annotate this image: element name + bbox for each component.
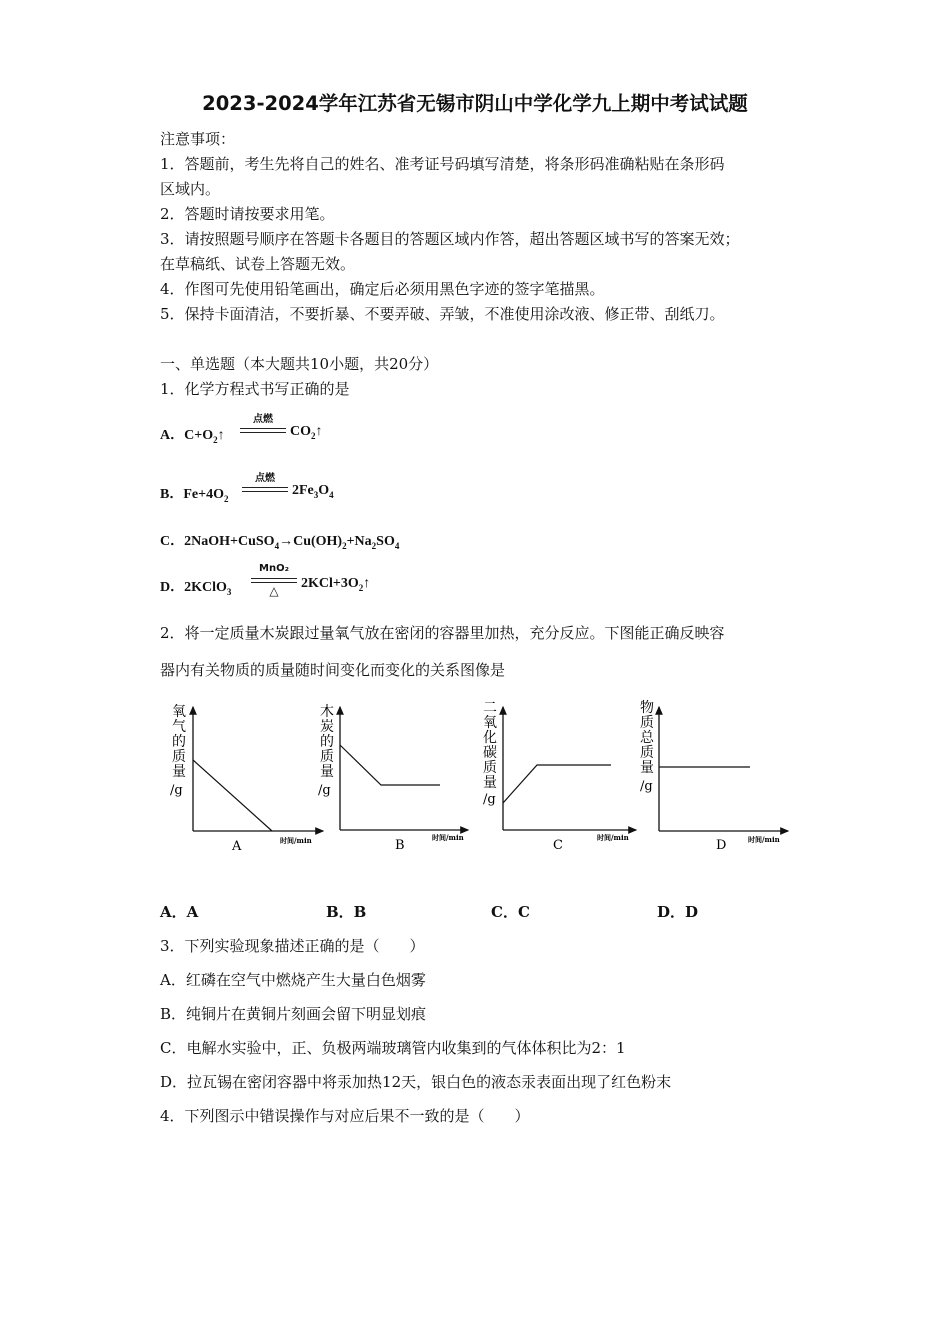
graph-a-unit: /g bbox=[170, 783, 183, 798]
q1-option-c: C．$2NaOH+CuSO_4\to Cu(OH)_2+Na_2SO_4$ bbox=[160, 534, 400, 551]
question-4-stem: 4．下列图示中错误操作与对应后果不一致的是（ ） bbox=[160, 1107, 530, 1125]
equation-double-line bbox=[251, 578, 297, 579]
equation-double-line bbox=[242, 491, 288, 492]
graph-c-ylabel-char: 二 bbox=[483, 700, 497, 716]
graph-d-xlabel: 时间/min bbox=[748, 835, 780, 844]
graph-a-caption: A bbox=[232, 839, 242, 854]
graph-b-ylabel-char: 质 bbox=[320, 749, 334, 765]
q3-option-a[interactable]: A．红磷在空气中燃烧产生大量白色烟雾 bbox=[160, 971, 426, 989]
q1-option-b-condition: 点燃 bbox=[255, 473, 275, 484]
q1-option-b-left: B．$Fe+4O_2$ bbox=[160, 487, 229, 504]
graph-c-ylabel-char: 碳 bbox=[483, 745, 497, 761]
graph-b-ylabel-char: 炭 bbox=[320, 719, 334, 735]
question-3-stem: 3．下列实验现象描述正确的是（ ） bbox=[160, 937, 425, 955]
equation-double-line bbox=[242, 487, 288, 488]
notice-item: 2．答题时请按要求用笔。 bbox=[160, 205, 335, 223]
graph-d-ylabel-char: 质 bbox=[640, 715, 654, 731]
graph-a-curve bbox=[193, 760, 272, 831]
graph-b-ylabel-char: 木 bbox=[320, 704, 334, 720]
page-title: 2023-2024学年江苏省无锡市阴山中学化学九上期中考试试题 bbox=[202, 92, 748, 115]
graph-a-ylabel-char: 气 bbox=[172, 719, 186, 735]
equation-double-line bbox=[240, 432, 286, 433]
graph-a-ylabel-char: 氧 bbox=[172, 704, 186, 720]
graph-c-ylabel-char: 化 bbox=[483, 730, 497, 746]
notice-item: 4．作图可先使用铅笔画出，确定后必须用黑色字迹的签字笔描黑。 bbox=[160, 280, 605, 298]
graph-b-curve bbox=[340, 745, 440, 785]
q3-option-b[interactable]: B．纯铜片在黄铜片刻画会留下明显划痕 bbox=[160, 1005, 427, 1023]
graph-c-ylabel-char: 氧 bbox=[483, 715, 497, 731]
q1-option-d-right: $2KCl+3O_2↑$ bbox=[301, 576, 371, 593]
notice-heading: 注意事项： bbox=[160, 130, 236, 148]
graph-c bbox=[483, 700, 636, 853]
graph-b-xlabel: 时间/min bbox=[432, 833, 464, 842]
equation-double-line bbox=[251, 582, 297, 583]
graph-a bbox=[170, 704, 323, 854]
graph-d-ylabel-char: 物 bbox=[640, 700, 654, 716]
graph-a-ylabel-char: 量 bbox=[172, 764, 186, 780]
q2-option-b[interactable]: B．B bbox=[326, 903, 367, 921]
q1-option-a-condition: 点燃 bbox=[253, 414, 273, 425]
graph-c-ylabel-char: 质 bbox=[483, 760, 497, 776]
graph-a-ylabel-char: 的 bbox=[172, 734, 186, 750]
q2-option-c[interactable]: C．C bbox=[491, 903, 530, 921]
graph-a-ylabel-char: 质 bbox=[172, 749, 186, 765]
graph-d-ylabel-char: 总 bbox=[640, 730, 654, 746]
equation-double-line bbox=[240, 428, 286, 429]
question-2-stem: 2．将一定质量木炭跟过量氧气放在密闭的容器里加热，充分反应。下图能正确反映容 bbox=[160, 624, 725, 642]
graph-d-caption: D bbox=[716, 838, 727, 853]
q1-option-d-heat: △ bbox=[269, 584, 279, 598]
graph-d-ylabel-char: 质 bbox=[640, 745, 654, 761]
graph-b-caption: B bbox=[395, 838, 405, 853]
graph-c-xlabel: 时间/min bbox=[597, 833, 629, 842]
q1-option-d-left: D．2KClO$_3$ bbox=[160, 580, 232, 597]
notice-item: 3．请按照题号顺序在答题卡各题目的答题区域内作答，超出答题区域书写的答案无效； bbox=[160, 230, 740, 248]
graph-d-unit: /g bbox=[640, 779, 653, 794]
graph-b bbox=[318, 703, 468, 853]
graph-c-ylabel-char: 量 bbox=[483, 775, 497, 791]
question-1-stem: 1．化学方程式书写正确的是 bbox=[160, 380, 350, 398]
graph-a-xlabel: 时间/min bbox=[280, 836, 312, 845]
graph-c-caption: C bbox=[553, 838, 563, 853]
q3-option-c[interactable]: C．电解水实验中，正、负极两端玻璃管内收集到的气体体积比为2：1 bbox=[160, 1039, 626, 1057]
q1-option-d-catalyst: MnO₂ bbox=[259, 563, 289, 574]
q2-option-d[interactable]: D．D bbox=[657, 903, 699, 921]
q3-option-d[interactable]: D．拉瓦锡在密闭容器中将汞加热12天，银白色的液态汞表面出现了红色粉末 bbox=[160, 1073, 672, 1091]
q2-option-a[interactable]: A．A bbox=[160, 903, 199, 921]
graph-b-ylabel-char: 量 bbox=[320, 764, 334, 780]
graph-d-ylabel-char: 量 bbox=[640, 760, 654, 776]
question-2-stem: 器内有关物质的质量随时间变化而变化的关系图像是 bbox=[160, 661, 506, 679]
notice-item: 在草稿纸、试卷上答题无效。 bbox=[160, 255, 356, 273]
notice-item: 区域内。 bbox=[160, 180, 221, 198]
graph-b-unit: /g bbox=[318, 783, 331, 798]
graph-d bbox=[640, 699, 788, 853]
q1-option-a-left: A．$C+O_2↑$ bbox=[160, 428, 225, 445]
q2-graphs bbox=[0, 690, 950, 860]
q1-option-b-right: $2Fe_3O_4$ bbox=[292, 483, 334, 500]
notice-item: 5．保持卡面清洁，不要折暴、不要弄破、弄皱，不准使用涂改液、修正带、刮纸刀。 bbox=[160, 305, 725, 323]
notice-item: 1．答题前，考生先将自己的姓名、准考证号码填写清楚，将条形码准确粘贴在条形码 bbox=[160, 155, 725, 173]
section-heading: 一、单选题（本大题共10小题，共20分） bbox=[160, 355, 439, 373]
graph-c-unit: /g bbox=[483, 792, 496, 807]
graph-b-ylabel-char: 的 bbox=[320, 734, 334, 750]
graph-c-curve bbox=[503, 765, 611, 803]
q1-option-a-right: $CO_2↑$ bbox=[290, 424, 323, 441]
